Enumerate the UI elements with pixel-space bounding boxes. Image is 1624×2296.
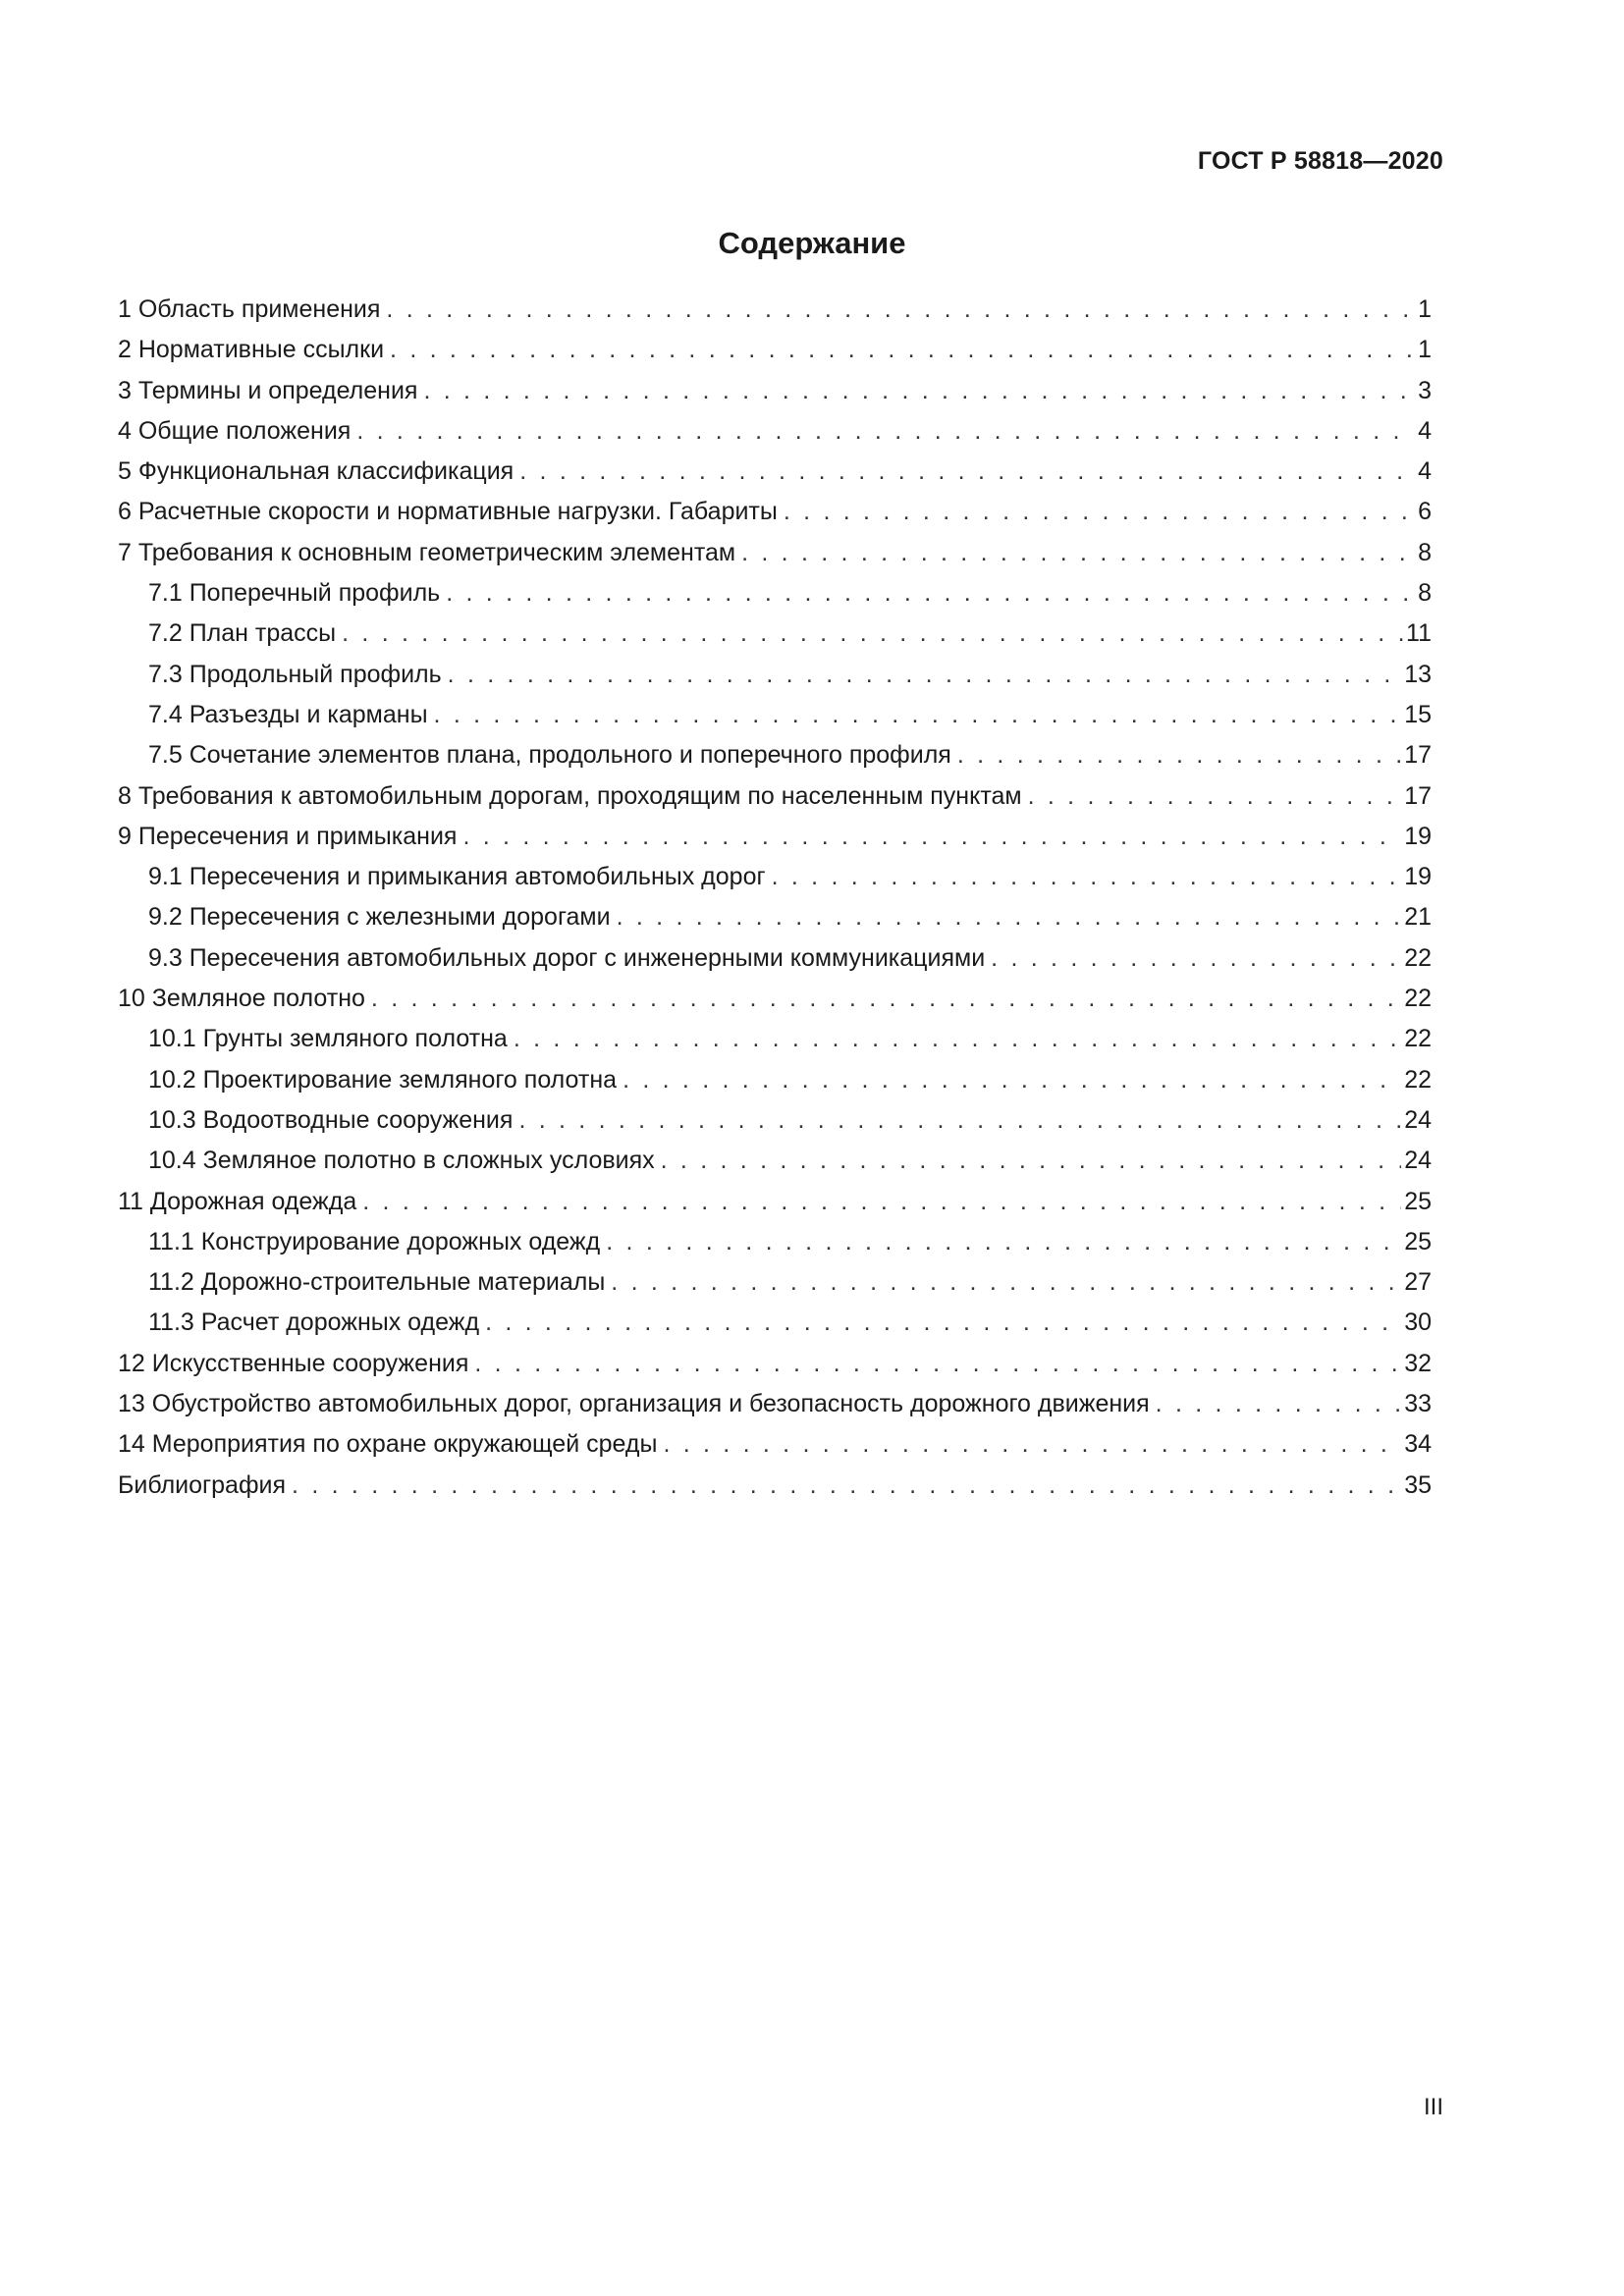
toc-entry-label: 10.1 Грунты земляного полотна	[148, 1025, 514, 1053]
toc-entry[interactable]	[118, 377, 1432, 417]
toc-entry-page: 1	[1418, 295, 1432, 323]
toc-entry-label: 7 Требования к основным геометрическим элементам	[118, 539, 741, 567]
toc-leader-dots	[772, 863, 1402, 891]
toc-entry-page: 24	[1404, 1147, 1432, 1175]
toc-subentry[interactable]	[118, 1025, 1432, 1065]
toc-leader-dots	[448, 661, 1402, 689]
toc-leader-dots	[957, 741, 1401, 770]
toc-entry-label: 10.3 Водоотводные сооружения	[148, 1106, 518, 1135]
toc-subentry[interactable]	[118, 1106, 1432, 1147]
toc-leader-dots	[784, 498, 1415, 526]
toc-leader-dots	[390, 336, 1415, 364]
toc-entry-label: 14 Мероприятия по охране окружающей среды	[118, 1430, 663, 1459]
toc-entry-label: 7.4 Разъезды и карманы	[148, 701, 434, 729]
toc-entry-page: 25	[1404, 1187, 1432, 1215]
toc-leader-dots	[362, 1188, 1401, 1216]
toc-entry-label: 10 Земляное полотно	[118, 985, 371, 1013]
toc-entry[interactable]	[118, 1430, 1432, 1470]
toc-entry-page: 15	[1404, 700, 1432, 728]
toc-entry-label: 12 Искусственные сооружения	[118, 1350, 474, 1378]
toc-subentry[interactable]	[118, 863, 1432, 903]
toc-leader-dots	[474, 1350, 1401, 1378]
toc-entry[interactable]	[118, 782, 1432, 823]
toc-leader-dots	[485, 1308, 1401, 1337]
toc-entry-page: 22	[1404, 1065, 1432, 1094]
toc-leader-dots	[518, 1106, 1401, 1135]
toc-leader-dots	[1028, 782, 1402, 811]
toc-entry-page: 21	[1404, 903, 1432, 932]
toc-entry[interactable]	[118, 1350, 1432, 1390]
toc-leader-dots	[519, 457, 1415, 486]
toc-leader-dots	[356, 417, 1415, 446]
toc-leader-dots	[371, 985, 1401, 1013]
toc-entry-page: 1	[1418, 336, 1432, 364]
toc-entry-label: 9.3 Пересечения автомобильных дорог с инженерными коммуникациями	[148, 944, 991, 973]
toc-subentry[interactable]	[118, 1308, 1432, 1349]
toc-leader-dots	[661, 1147, 1402, 1175]
toc-entry[interactable]	[118, 985, 1432, 1025]
toc-entry-label: 9 Пересечения и примыкания	[118, 823, 462, 851]
toc-entry[interactable]	[118, 336, 1432, 376]
table-of-contents	[118, 295, 1432, 1512]
toc-entry-label: 7.1 Поперечный профиль	[148, 579, 446, 608]
toc-entry-page: 6	[1418, 498, 1432, 526]
toc-entry-page: 30	[1404, 1308, 1432, 1337]
toc-entry-label: 3 Термины и определения	[118, 377, 423, 405]
toc-subentry[interactable]	[118, 701, 1432, 741]
toc-leader-dots	[446, 579, 1415, 608]
toc-entry-page: 17	[1404, 741, 1432, 770]
toc-entry-page: 19	[1404, 863, 1432, 891]
toc-entry-page: 11	[1406, 619, 1432, 648]
toc-entry[interactable]	[118, 295, 1432, 336]
toc-entry[interactable]	[118, 1471, 1432, 1512]
toc-entry[interactable]	[118, 1390, 1432, 1430]
toc-subentry[interactable]	[118, 1268, 1432, 1308]
toc-leader-dots	[623, 1066, 1401, 1095]
toc-entry-page: 25	[1404, 1227, 1432, 1255]
toc-entry[interactable]	[118, 457, 1432, 498]
toc-entry-label: 8 Требования к автомобильным дорогам, проходящим по населенным пунктам	[118, 782, 1028, 811]
toc-subentry[interactable]	[118, 944, 1432, 985]
toc-entry-page: 35	[1404, 1470, 1432, 1499]
toc-leader-dots	[423, 377, 1415, 405]
toc-leader-dots	[1156, 1390, 1402, 1418]
toc-entry-page: 33	[1404, 1390, 1432, 1418]
toc-subentry[interactable]	[118, 661, 1432, 701]
toc-entry[interactable]	[118, 498, 1432, 538]
toc-entry-page: 19	[1404, 822, 1432, 850]
toc-entry-page: 22	[1404, 985, 1432, 1013]
toc-entry[interactable]	[118, 1188, 1432, 1228]
toc-leader-dots	[462, 823, 1401, 851]
toc-entry-label: 7.2 План трассы	[148, 619, 342, 648]
toc-entry-label: 2 Нормативные ссылки	[118, 336, 390, 364]
toc-leader-dots	[617, 903, 1402, 932]
toc-leader-dots	[991, 944, 1401, 973]
toc-entry-label: 11.2 Дорожно-строительные материалы	[148, 1268, 611, 1297]
toc-leader-dots	[741, 539, 1415, 567]
toc-subentry[interactable]	[118, 619, 1432, 660]
page-number: III	[1423, 2094, 1443, 2120]
toc-subentry[interactable]	[118, 903, 1432, 943]
toc-entry-label: 4 Общие положения	[118, 417, 356, 446]
toc-entry-label: 10.2 Проектирование земляного полотна	[148, 1066, 623, 1095]
toc-entry-label: 11 Дорожная одежда	[118, 1188, 362, 1216]
toc-entry-page: 8	[1418, 538, 1432, 566]
toc-subentry[interactable]	[118, 579, 1432, 619]
toc-entry-label: 1 Область применения	[118, 295, 386, 324]
toc-entry[interactable]	[118, 539, 1432, 579]
toc-leader-dots	[342, 619, 1403, 648]
toc-entry-label: 6 Расчетные скорости и нормативные нагрузки. Габариты	[118, 498, 784, 526]
toc-entry-page: 34	[1404, 1430, 1432, 1459]
toc-leader-dots	[606, 1228, 1401, 1256]
toc-entry-label: 11.3 Расчет дорожных одежд	[148, 1308, 485, 1337]
toc-entry[interactable]	[118, 823, 1432, 863]
toc-entry-page: 22	[1404, 1025, 1432, 1053]
document-code: ГОСТ Р 58818—2020	[1197, 147, 1443, 175]
toc-leader-dots	[514, 1025, 1401, 1053]
toc-leader-dots	[611, 1268, 1401, 1297]
toc-leader-dots	[292, 1471, 1401, 1500]
toc-entry-page: 24	[1404, 1105, 1432, 1134]
toc-subentry[interactable]	[118, 741, 1432, 781]
toc-leader-dots	[386, 295, 1415, 324]
toc-entry-label: 7.5 Сочетание элементов плана, продольного и поперечного профиля	[148, 741, 957, 770]
toc-entry-page: 17	[1404, 781, 1432, 810]
toc-leader-dots	[663, 1430, 1401, 1459]
toc-title: Содержание	[718, 226, 906, 260]
toc-entry-page: 4	[1418, 416, 1432, 445]
toc-entry-page: 27	[1404, 1268, 1432, 1297]
toc-entry-page: 8	[1418, 579, 1432, 608]
toc-entry-page: 13	[1404, 660, 1432, 688]
toc-leader-dots	[434, 701, 1402, 729]
toc-entry-label: 5 Функциональная классификация	[118, 457, 519, 486]
toc-subentry[interactable]	[118, 1066, 1432, 1106]
toc-entry-page: 3	[1418, 376, 1432, 404]
toc-entry-label: 13 Обустройство автомобильных дорог, организация и безопасность дорожного движения	[118, 1390, 1156, 1418]
toc-entry-page: 32	[1404, 1349, 1432, 1377]
toc-entry-label: 11.1 Конструирование дорожных одежд	[148, 1228, 606, 1256]
toc-entry-label: 10.4 Земляное полотно в сложных условиях	[148, 1147, 661, 1175]
toc-subentry[interactable]	[118, 1228, 1432, 1268]
toc-entry[interactable]	[118, 417, 1432, 457]
toc-entry-label: Библиография	[118, 1471, 292, 1500]
toc-entry-label: 9.2 Пересечения с железными дорогами	[148, 903, 617, 932]
toc-entry-label: 7.3 Продольный профиль	[148, 661, 448, 689]
toc-subentry[interactable]	[118, 1147, 1432, 1187]
toc-entry-page: 22	[1404, 943, 1432, 972]
toc-entry-label: 9.1 Пересечения и примыкания автомобильных дорог	[148, 863, 772, 891]
toc-entry-page: 4	[1418, 457, 1432, 486]
